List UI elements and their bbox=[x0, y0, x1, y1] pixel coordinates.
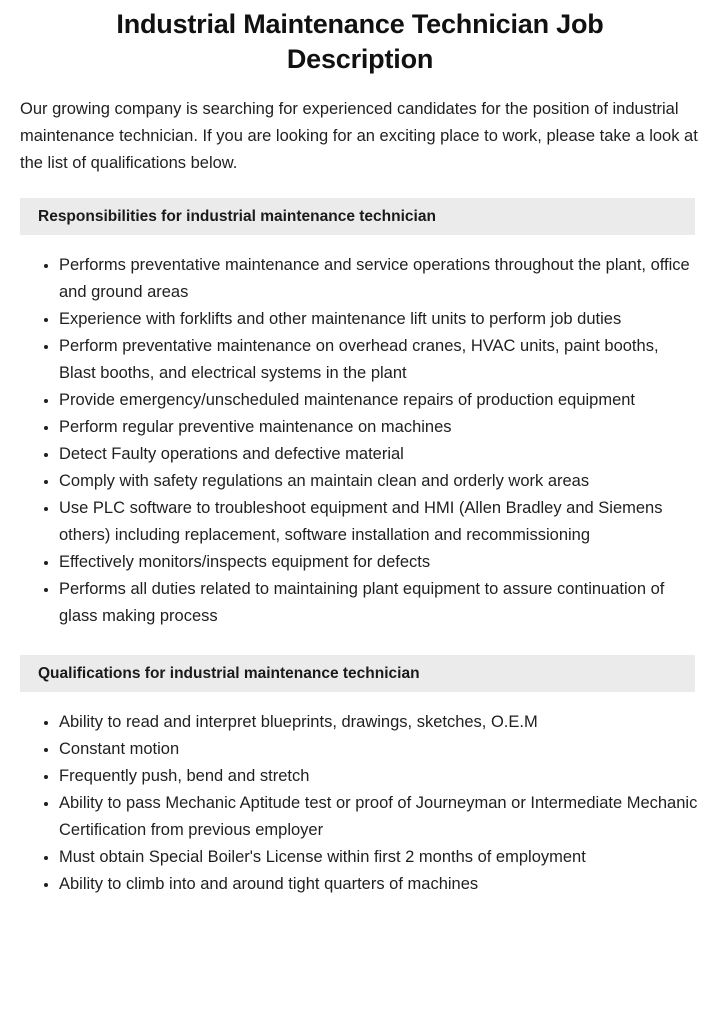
list-item: Provide emergency/unscheduled maintenance repairs of production equipment bbox=[44, 387, 698, 414]
list-item: Effectively monitors/inspects equipment for defects bbox=[44, 549, 698, 576]
list-item: Constant motion bbox=[44, 736, 698, 763]
list-item: Ability to climb into and around tight quarters of machines bbox=[44, 871, 698, 898]
responsibilities-list bbox=[0, 235, 720, 630]
section-responsibilities bbox=[0, 198, 720, 630]
list-item: Frequently push, bend and stretch bbox=[44, 763, 698, 790]
list-item: Experience with forklifts and other maintenance lift units to perform job duties bbox=[44, 306, 698, 333]
list-item: Use PLC software to troubleshoot equipment and HMI (Allen Bradley and Siemens others) including replacement, software installation and recommissioning bbox=[44, 495, 698, 549]
list-item: Detect Faulty operations and defective material bbox=[44, 441, 698, 468]
page-title: Industrial Maintenance Technician Job Description bbox=[116, 9, 604, 74]
list-item: Must obtain Special Boiler's License within first 2 months of employment bbox=[44, 844, 698, 871]
qualifications-list bbox=[0, 692, 720, 898]
list-item: Ability to pass Mechanic Aptitude test or proof of Journeyman or Intermediate Mechanic Certification from previous employer bbox=[44, 790, 698, 844]
section-qualifications bbox=[0, 655, 720, 898]
list-item: Perform regular preventive maintenance on machines bbox=[44, 414, 698, 441]
list-item: Perform preventative maintenance on overhead cranes, HVAC units, paint booths, Blast booths, and electrical systems in the plant bbox=[44, 333, 698, 387]
list-item: Performs all duties related to maintaining plant equipment to assure continuation of glass making process bbox=[44, 576, 698, 630]
list-item: Comply with safety regulations an maintain clean and orderly work areas bbox=[44, 468, 698, 495]
list-item: Performs preventative maintenance and service operations throughout the plant, office and ground areas bbox=[44, 252, 698, 306]
intro-paragraph: Our growing company is searching for experienced candidates for the position of industrial maintenance technician. If you are looking for an exciting place to work, please take a look at the list of qualifications below. bbox=[20, 100, 698, 172]
section-heading-qualifications: Qualifications for industrial maintenance technician bbox=[20, 655, 695, 692]
section-heading-responsibilities: Responsibilities for industrial maintenance technician bbox=[20, 198, 695, 235]
list-item: Ability to read and interpret blueprints, drawings, sketches, O.E.M bbox=[44, 709, 698, 736]
